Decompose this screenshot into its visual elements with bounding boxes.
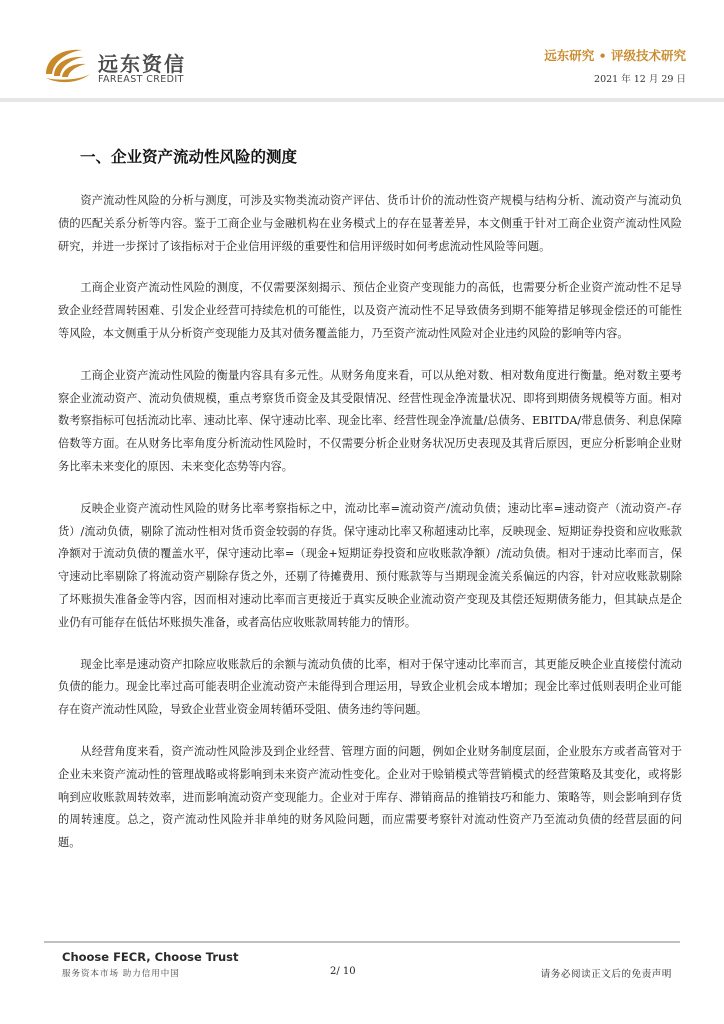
report-date: 2021 年 12 月 29 日: [594, 74, 686, 85]
main-content: [58, 145, 682, 874]
paragraph-2: 工商企业资产流动性风险的测度，不仅需要深刻揭示、预估企业资产变现能力的高低，也需要分析企业资产流动性不足导致企业经营周转困难、引发企业经营可持续危机的可能性，以及资产流动性不足导致债务到期不能筹措足够现金偿还的可能性等风险，本文侧重于从分析资产变现能力及其对债务覆盖能力，乃至资产流动性风险对企业违约风险的影响等内容。: [58, 281, 682, 340]
page-number: 2/ 10: [330, 966, 356, 977]
paragraph-1: 资产流动性风险的分析与测度，可涉及实物类流动资产评估、货币计价的流动性资产规模与结构分析、流动资产与流动负债的匹配关系分析等内容。鉴于工商企业与金融机构在业务模式上的存在显著差异，本文侧重于针对工商企业资产流动性风险研究，并进一步探讨了该指标对于企业信用评级的重要性和信用评级时如何考虑流动性风险等问题。: [58, 194, 682, 253]
fareast-logo-icon: [42, 44, 94, 84]
disclaimer-note: 请务必阅读正文后的免责声明: [540, 969, 672, 980]
footer-slogan: Choose FECR, Choose Trust: [62, 950, 239, 964]
brand-name-en: FAREAST CREDIT: [98, 74, 184, 85]
paragraph-6: 从经营角度来看，资产流动性风险涉及到企业经营、管理方面的问题，例如企业财务制度层面，企业股东方或者高管对于企业未来资产流动性的管理战略或将影响到未来资产流动性变化。企业对于赊销模式等营销模式的经营策略及其变化，或将影响到应收账款周转效率，进而影响流动资产变现能力。企业对于库存、滞销商品的推销技巧和能力、策略等，则会影响到存货的周转速度。总之，资产流动性风险并非单纯的财务风险问题，而应需要考察针对流动性资产乃至流动负债的经营层面的问题。: [58, 744, 682, 850]
footer-divider: [44, 941, 680, 943]
paragraph-5: 现金比率是速动资产扣除应收账款后的余额与流动负债的比率，相对于保守速动比率而言，其更能反映企业直接偿付流动负债的能力。现金比率过高可能表明企业流动资产未能得到合理运用，导致企业机会成本增加；现金比率过低则表明企业可能存在资产流动性风险，导致企业营业资金周转循环受阻、债务违约等问题。: [58, 657, 682, 717]
footer-sub-slogan: 服务资本市场 助力信用中国: [62, 969, 180, 979]
brand-name-cn: 远东资信: [98, 52, 186, 76]
section-title: 一、企业资产流动性风险的测度: [80, 147, 298, 166]
report-series: 远东研究 • 评级技术研究: [544, 48, 686, 63]
header-divider: [0, 98, 724, 102]
paragraph-4: 反映企业资产流动性风险的财务比率考察指标之中，流动比率=流动资产/流动负债；速动比率=速动资产（流动资产-存货）/流动负债，剔除了流动性相对货币资金较弱的存货。保守速动比率又称超速动比率，反映现金、短期证券投资和应收账款净额对于流动负债的覆盖水平，保守速动比率=（现金+短期证券投资和应收账款净额）/流动负债。相对于速动比率而言，保守速动比率剔除了将流动资产剔除存货之外，还剔了待摊费用、预付账款等与当期现金流关系偏远的内容，针对应收账款剔除了坏账损失准备金等内容，因而相对速动比率而言更接近于真实反映企业流动资产变现及其偿还短期债务能力，但其缺点是企业仍有可能存在低估坏账损失准备，或者高估应收账款周转能力的情形。: [58, 501, 682, 629]
page-header: [0, 0, 724, 102]
paragraph-3: 工商企业资产流动性风险的衡量内容具有多元性。从财务角度来看，可以从绝对数、相对数角度进行衡量。绝对数主要考察企业流动资产、流动负债规模，重点考察货币资金及其受限情况、经营性现金净流量状况、即将到期债务规模等方面。相对数考察指标可包括流动比率、速动比率、保守速动比率、现金比率、经营性现金净流量/总债务、EBITDA/带息债务、利息保障倍数等方面。在从财务比率角度分析流动性风险时，不仅需要分析企业财务状况历史表现及其背后原因，更应分析影响企业财务比率未来变化的原因、未来变化态势等内容。: [58, 368, 682, 473]
